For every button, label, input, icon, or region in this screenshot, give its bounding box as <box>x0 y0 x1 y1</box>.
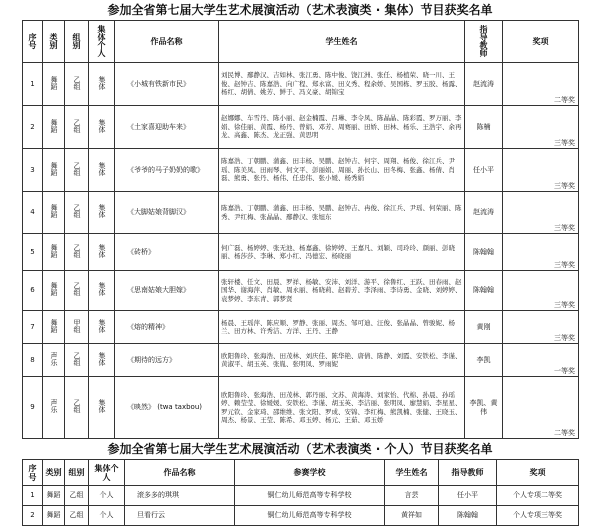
cell-school: 铜仁幼儿师范高等专科学校 <box>235 486 385 506</box>
table-row <box>23 344 579 377</box>
table-row <box>23 311 579 344</box>
cell-no: 6 <box>23 271 43 311</box>
cell-category: 舞蹈 <box>43 486 65 506</box>
cell-program: 《思南姑娘大胆嫁》 <box>115 271 219 311</box>
cell-students: 何广磊、杨婷婷、张无池、杨嘉鑫、徐婷婷、王嘉凡、刘颖、司玲玲、颜丽、彭晓丽、杨莎莎、李琳、郑小红、冯德宏、杨晓丽 <box>219 234 465 271</box>
header-award: 奖项 <box>503 21 579 63</box>
cell-type: 集体 <box>89 377 115 439</box>
table-row <box>23 149 579 192</box>
cell-group: 乙组 <box>65 63 89 106</box>
header-no: 序号 <box>23 21 43 63</box>
cell-group: 甲组 <box>65 311 89 344</box>
header-category: 类别 <box>43 21 65 63</box>
cell-award: 二等奖 <box>503 63 579 106</box>
cell-program: 《熔的精神》 <box>115 311 219 344</box>
cell-award: 三等奖 <box>503 106 579 149</box>
cell-group: 乙组 <box>65 149 89 192</box>
cell-type: 集体 <box>89 234 115 271</box>
cell-award: 三等奖 <box>503 234 579 271</box>
table-row <box>23 234 579 271</box>
cell-program: 滚多多的琪琪 <box>125 486 235 506</box>
cell-program: 《映然》 (twa taxbou) <box>115 377 219 439</box>
cell-no: 9 <box>23 377 43 439</box>
cell-type: 集体 <box>89 271 115 311</box>
cell-teacher: 陈楠 <box>465 106 503 149</box>
cell-category: 声乐 <box>43 344 65 377</box>
header-student: 学生姓名 <box>385 460 439 486</box>
cell-students: 陈嘉浩、丁朝鹏、蒲鑫、田丰杨、吴鹏、赵钟吉、何宇、周翔、杨俊、徐江兵、尹瑶、陈美凤、田雨琴、何文平、彭丽娟、周丽、孙长山、田冬梅、张鑫、杨倩、肖磊、熊勇、张丹、杨伟、任忠伟、张小媛、杨秀娟 <box>219 149 465 192</box>
cell-group: 乙组 <box>65 192 89 234</box>
cell-category: 舞蹈 <box>43 149 65 192</box>
cell-group: 乙组 <box>65 506 89 526</box>
group-awards-table <box>22 20 579 439</box>
header-no: 序号 <box>23 460 43 486</box>
page-title-group: 参加全省第七届大学生艺术展演活动（艺术表演类 · 集体）节目获奖名单 <box>107 3 493 17</box>
header-award: 奖项 <box>497 460 579 486</box>
cell-category: 舞蹈 <box>43 311 65 344</box>
cell-group: 乙组 <box>65 234 89 271</box>
cell-students: 陈嘉浩、丁朝鹏、蒲鑫、田丰杨、吴鹏、赵钟吉、冉俊、徐江兵、尹瑶、何荣丽、陈秀、尹红梅、张晶晶、鄢静汉、张旭东 <box>219 192 465 234</box>
cell-category: 舞蹈 <box>43 506 65 526</box>
table-row <box>23 63 579 106</box>
header-type: 集体个人 <box>89 21 115 63</box>
cell-award: 三等奖 <box>503 192 579 234</box>
cell-students: 张轩楼、任文、田晨、罗祥、杨敏、安沛、刘洋、游平、徐鲁红、王跃、田春雨、赵国华、谢海萍、肖敏、周永丽、杨晓莉、赵碧芳、李泽雨、李诗勇、金晓、刘婷婷、袁梦婷、李东青、郭梦贤 <box>219 271 465 311</box>
cell-no: 5 <box>23 234 43 271</box>
header-students: 学生姓名 <box>219 21 465 63</box>
cell-program: 《小城有铁新市民》 <box>115 63 219 106</box>
table-header-row <box>23 460 579 486</box>
table-row <box>23 271 579 311</box>
cell-teacher: 赵流涛 <box>465 63 503 106</box>
cell-teacher: 任小平 <box>439 486 497 506</box>
cell-teacher: 任小平 <box>465 149 503 192</box>
cell-teacher: 赵流涛 <box>465 192 503 234</box>
cell-type: 个人 <box>89 506 125 526</box>
cell-group: 乙组 <box>65 344 89 377</box>
cell-category: 舞蹈 <box>43 234 65 271</box>
cell-award: 三等奖 <box>503 311 579 344</box>
cell-type: 集体 <box>89 149 115 192</box>
cell-group: 乙组 <box>65 271 89 311</box>
cell-type: 集体 <box>89 106 115 149</box>
header-teacher: 指导教师 <box>465 21 503 63</box>
cell-group: 乙组 <box>65 377 89 439</box>
header-teacher: 指导教师 <box>439 460 497 486</box>
cell-category: 舞蹈 <box>43 106 65 149</box>
cell-program: 《爷爷的马子奶奶的歌》 <box>115 149 219 192</box>
cell-no: 1 <box>23 486 43 506</box>
table-row <box>23 506 579 526</box>
cell-no: 2 <box>23 106 43 149</box>
cell-group: 乙组 <box>65 486 89 506</box>
cell-teacher: 李凯、黄伟 <box>465 377 503 439</box>
header-school: 参赛学校 <box>235 460 385 486</box>
cell-students: 杨晨、王瑶萍、陈应顺、罗静、张丽、周杰、邹可迪、汪俊、张晶晶、曾骏妮、杨兰、田方林、许秀洁、方洋、王丹、王静 <box>219 311 465 344</box>
table-row <box>23 486 579 506</box>
cell-type: 集体 <box>89 192 115 234</box>
cell-category: 舞蹈 <box>43 271 65 311</box>
cell-teacher: 黄刚 <box>465 311 503 344</box>
cell-group: 乙组 <box>65 106 89 149</box>
table-row <box>23 377 579 439</box>
header-group: 组别 <box>65 460 89 486</box>
cell-students: 刘民博、鄢静汉、吉如林、张江勇、陈中俊、饶江洲、张任、杨植荣、晓一川、王俊、赵钟吉、陈嘉浩、向广程、郑永富、田义秀、程余娇、吴国栋、罗玉胶、杨露、杨红、胡倩、姚芳、鲜于、冯义豪、胡锦宝 <box>219 63 465 106</box>
cell-type: 集体 <box>89 311 115 344</box>
cell-student: 黄祥如 <box>385 506 439 526</box>
header-type: 集体个人 <box>89 460 125 486</box>
cell-no: 7 <box>23 311 43 344</box>
cell-no: 1 <box>23 63 43 106</box>
cell-award: 一等奖 <box>503 344 579 377</box>
page-title-individual: 参加全省第七届大学生艺术展演活动（艺术表演类 · 个人）节目获奖名单 <box>107 442 493 456</box>
cell-school: 铜仁幼儿师范高等专科学校 <box>235 506 385 526</box>
cell-award: 二等奖 <box>503 377 579 439</box>
header-program: 作品名称 <box>125 460 235 486</box>
cell-teacher: 陈翰翰 <box>465 234 503 271</box>
cell-student: 言芸 <box>385 486 439 506</box>
cell-teacher: 陈翰翰 <box>465 271 503 311</box>
cell-type: 个人 <box>89 486 125 506</box>
cell-program: 《砖桥》 <box>115 234 219 271</box>
cell-award: 个人专项二等奖 <box>497 486 579 506</box>
cell-program: 《期待的远方》 <box>115 344 219 377</box>
individual-awards-table <box>22 459 579 526</box>
table-row <box>23 192 579 234</box>
table-row <box>23 106 579 149</box>
cell-no: 2 <box>23 506 43 526</box>
table-header-row <box>23 21 579 63</box>
cell-teacher: 李凯 <box>465 344 503 377</box>
cell-category: 舞蹈 <box>43 192 65 234</box>
cell-award: 三等奖 <box>503 271 579 311</box>
cell-no: 8 <box>23 344 43 377</box>
cell-teacher: 陈翰翰 <box>439 506 497 526</box>
header-category: 类别 <box>43 460 65 486</box>
cell-program: 《土家喜迎助车来》 <box>115 106 219 149</box>
cell-program: 旦看行云 <box>125 506 235 526</box>
cell-award: 三等奖 <box>503 149 579 192</box>
cell-category: 声乐 <box>43 377 65 439</box>
cell-category: 舞蹈 <box>43 63 65 106</box>
cell-program: 《大脚姑娘背脚汉》 <box>115 192 219 234</box>
cell-type: 集体 <box>89 344 115 377</box>
cell-students: 欧阳鲁玲、张海浩、田茂林、刘庆佳、陈华艳、唐倩、陈静、刘霞、安铁松、李谨、黄淑平、胡玉英、张胤、张明凤、罗雨妮 <box>219 344 465 377</box>
cell-type: 集体 <box>89 63 115 106</box>
header-group: 组别 <box>65 21 89 63</box>
cell-students: 欧阳鲁玲、张海浩、田茂林、郭丹丽、文苏、黄海涛、刘家怡、代棉、孙晨、孙瑶婷、赖莹莹、徐媛媛、安铁松、李谨、胡玉英、李洁丽、张明凤、廖慧娟、李星星、罗元钦、金家琦、邵维维、张文阳、罗成、安锦、李红梅、熊凯楠、张健、王晓玉、周杰、杨景、王莹、陈希、邓玉婷、杨元、王茹、邓玉娇 <box>219 377 465 439</box>
header-program: 作品名称 <box>115 21 219 63</box>
cell-award: 个人专项三等奖 <box>497 506 579 526</box>
cell-no: 4 <box>23 192 43 234</box>
cell-no: 3 <box>23 149 43 192</box>
cell-students: 赵娜娜、车雪丹、陈小丽、赵金楠霞、吕琳、李令凤、陈晶晶、陈彩霞、罗万丽、李娟、徐佳丽、黄霞、杨丹、曾娟、邓芳、周赛丽、田娇、田林、杨乐、王浩宇、余再龙、高鑫、陈杰、龙正强、黄思明 <box>219 106 465 149</box>
